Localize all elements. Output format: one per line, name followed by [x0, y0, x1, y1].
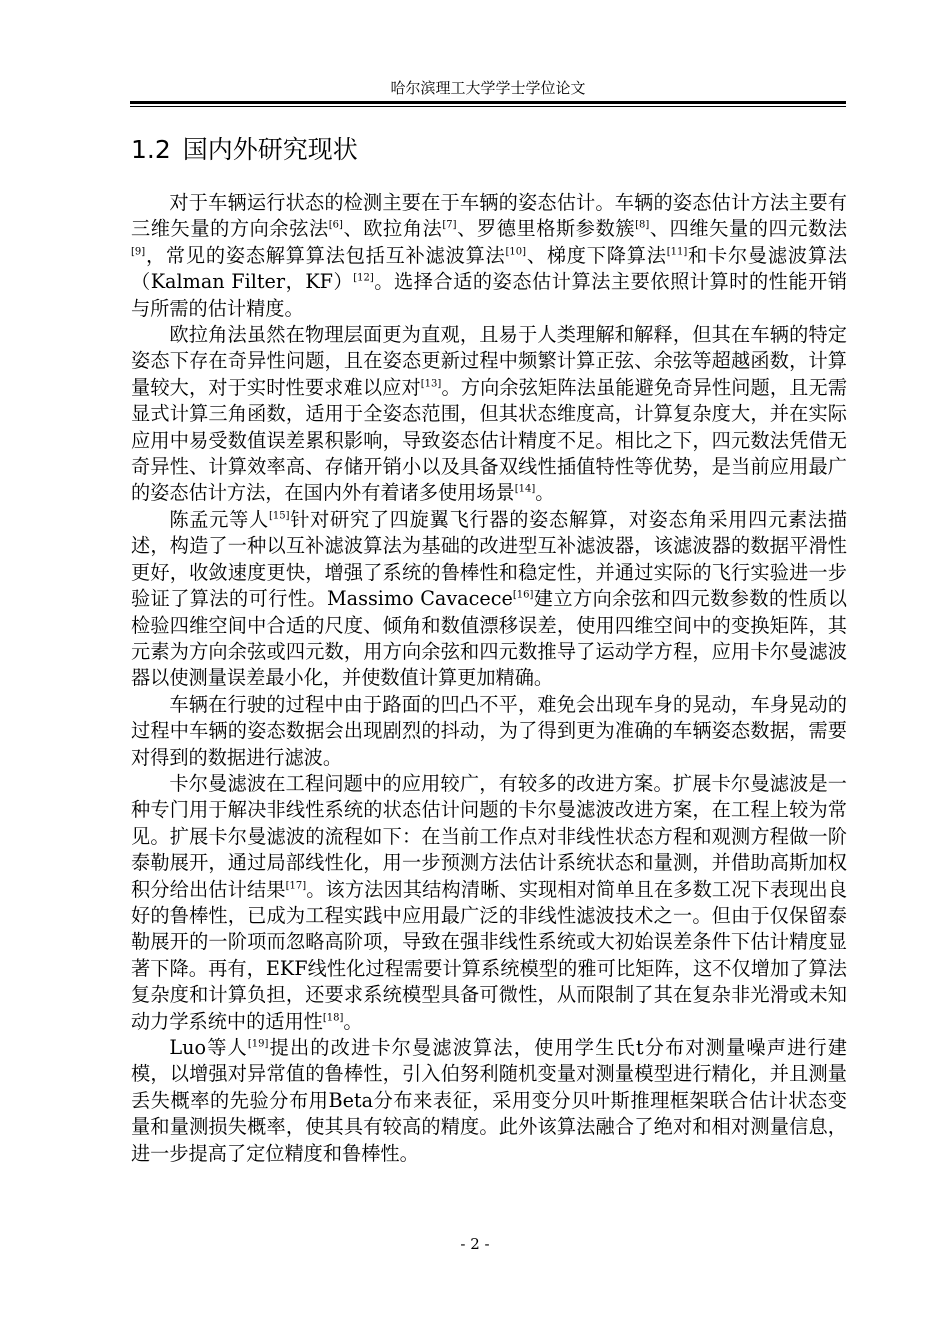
- section-heading: [131, 133, 358, 167]
- text-run: 。: [535, 481, 555, 505]
- citation: [16]: [512, 589, 534, 601]
- citation: [7]: [442, 220, 457, 232]
- text-run: 和卡尔曼滤波算法（Kalman Filter，KF）: [131, 243, 848, 294]
- text-run: Luo等人: [169, 1036, 248, 1059]
- paragraph: [131, 507, 847, 692]
- text-run: 。: [343, 1009, 363, 1033]
- text-run: 、罗德里格斯参数簇: [456, 217, 636, 241]
- citation: [13]: [420, 378, 442, 390]
- text-run: 对于车辆运行状态的检测主要在于车辆的姿态估计。车辆的姿态估计方法主要有三维矢量的方向余弦法: [131, 191, 847, 241]
- header-rule-thin: [130, 106, 846, 107]
- citation: [15]: [268, 510, 290, 522]
- citation: [10]: [505, 246, 527, 258]
- citation: [18]: [322, 1012, 344, 1024]
- section-number: 1.2: [131, 135, 171, 164]
- paragraph: [131, 771, 847, 1035]
- paragraph: [131, 322, 847, 507]
- text-run: 车辆在行驶的过程中由于路面的凹凸不平，难免会出现车身的晃动，车身晃动的过程中车辆的姿态数据会出现剧烈的抖动，为了得到更为准确的车辆姿态数据，需要对得到的数据进行滤波。: [131, 692, 847, 769]
- text-run: 提出的改进卡尔曼滤波算法，使用学生氏t分布对测量噪声进行建模，以增强对异常值的鲁棒性，引入伯努利随机变量对测量模型进行精化，并且测量丢失概率的先验分布用Beta分布来表征，采用变分贝叶斯推理框架联合估计状态变量和量测损失概率，使其具有较高的精度。此外该算法融合了绝对和相对测量信息，进一步提高了定位精度和鲁棒性。: [131, 1036, 847, 1165]
- citation: [6]: [328, 220, 343, 232]
- paragraph: [131, 692, 847, 771]
- citation: [12]: [353, 272, 374, 284]
- body-text: [131, 190, 847, 1167]
- text-run: 欧拉角法虽然在物理层面更为直观，且易于人类理解和解释，但其在车辆的特定姿态下存在奇异性问题，且在姿态更新过程中频繁计算正弦、余弦等超越函数，计算量较大，对于实时性要求难以应对: [131, 323, 847, 399]
- text-run: 。选择合适的姿态估计算法主要依照计算时的性能开销与所需的估计精度。: [131, 270, 848, 320]
- citation: [11]: [666, 246, 688, 258]
- citation: [19]: [247, 1038, 269, 1050]
- text-run: 卡尔曼滤波在工程问题中的应用较广，有较多的改进方案。扩展卡尔曼滤波是一种专门用于解决非线性系统的状态估计问题的卡尔曼滤波改进方案，在工程上较为常见。扩展卡尔曼滤波的流程如下：在当前工作点对非线性状态方程和观测方程做一阶泰勒展开，通过局部线性化，用一步预测方法估计系统状态和量测，并借助高斯加权积分给出估计结果: [131, 771, 847, 901]
- page-number: - 2 -: [460, 1235, 490, 1253]
- paragraph: [131, 190, 847, 322]
- citation: [9]: [131, 246, 146, 258]
- text-run: 针对研究了四旋翼飞行器的姿态解算，对姿态角采用四元素法描述，构造了一种以互补滤波算法为基础的改进型互补滤波器，该滤波器的数据平滑性更好，收敛速度更快，增强了系统的鲁棒性和稳定性，并通过实际的飞行实验进一步验证了算法的可行性。Massimo Cavacece: [131, 507, 848, 611]
- text-run: 、四维矢量的四元数法: [649, 217, 848, 241]
- citation: [8]: [635, 220, 650, 232]
- text-run: 建立方向余弦和四元数参数的性质以检验四维空间中合适的尺度、倾角和数值漂移误差，使用四维空间中的变换矩阵，其元素为方向余弦或四元数，用方向余弦和四元数推导了运动学方程，应用卡尔曼滤波器以使测量误差最小化，并使数值计算更加精确。: [131, 587, 847, 690]
- running-header: 哈尔滨理工大学学士学位论文: [390, 79, 586, 97]
- text-run: 。该方法因其结构清晰、实现相对简单且在多数工况下表现出良好的鲁棒性，已成为工程实践中应用最广泛的非线性滤波技术之一。但由于仅保留泰勒展开的一阶项而忽略高阶项，导致在强非线性系统或大初始误差条件下估计精度显著下降。再有，EKF线性化过程需要计算系统模型的雅可比矩阵，这不仅增加了算法复杂度和计算负担，还要求系统模型具备可微性，从而限制了其在复杂非光滑或未知动力学系统中的适用性: [131, 877, 848, 1033]
- text-run: 、梯度下降算法: [526, 243, 667, 267]
- section-title-text: 国内外研究现状: [182, 135, 358, 164]
- text-run: 。方向余弦矩阵法虽能避免奇异性问题，且无需显式计算三角函数，适用于全姿态范围，但其状态维度高，计算复杂度大，并在实际应用中易受数值误差累积影响，导致姿态估计精度不足。相比之下，四元数法凭借无奇异性、计算效率高、存储开销小以及具备双线性插值特性等优势，是当前应用最广的姿态估计方法，在国内外有着诸多使用场景: [131, 375, 848, 505]
- header-rule-thick: [130, 101, 846, 104]
- citation: [14]: [514, 484, 536, 496]
- text-run: 陈孟元等人: [169, 507, 269, 531]
- paragraph: [131, 1035, 847, 1167]
- text-run: 、欧拉角法: [342, 217, 443, 241]
- citation: [17]: [285, 880, 307, 892]
- text-run: ，常见的姿态解算算法包括互补滤波算法: [145, 243, 506, 267]
